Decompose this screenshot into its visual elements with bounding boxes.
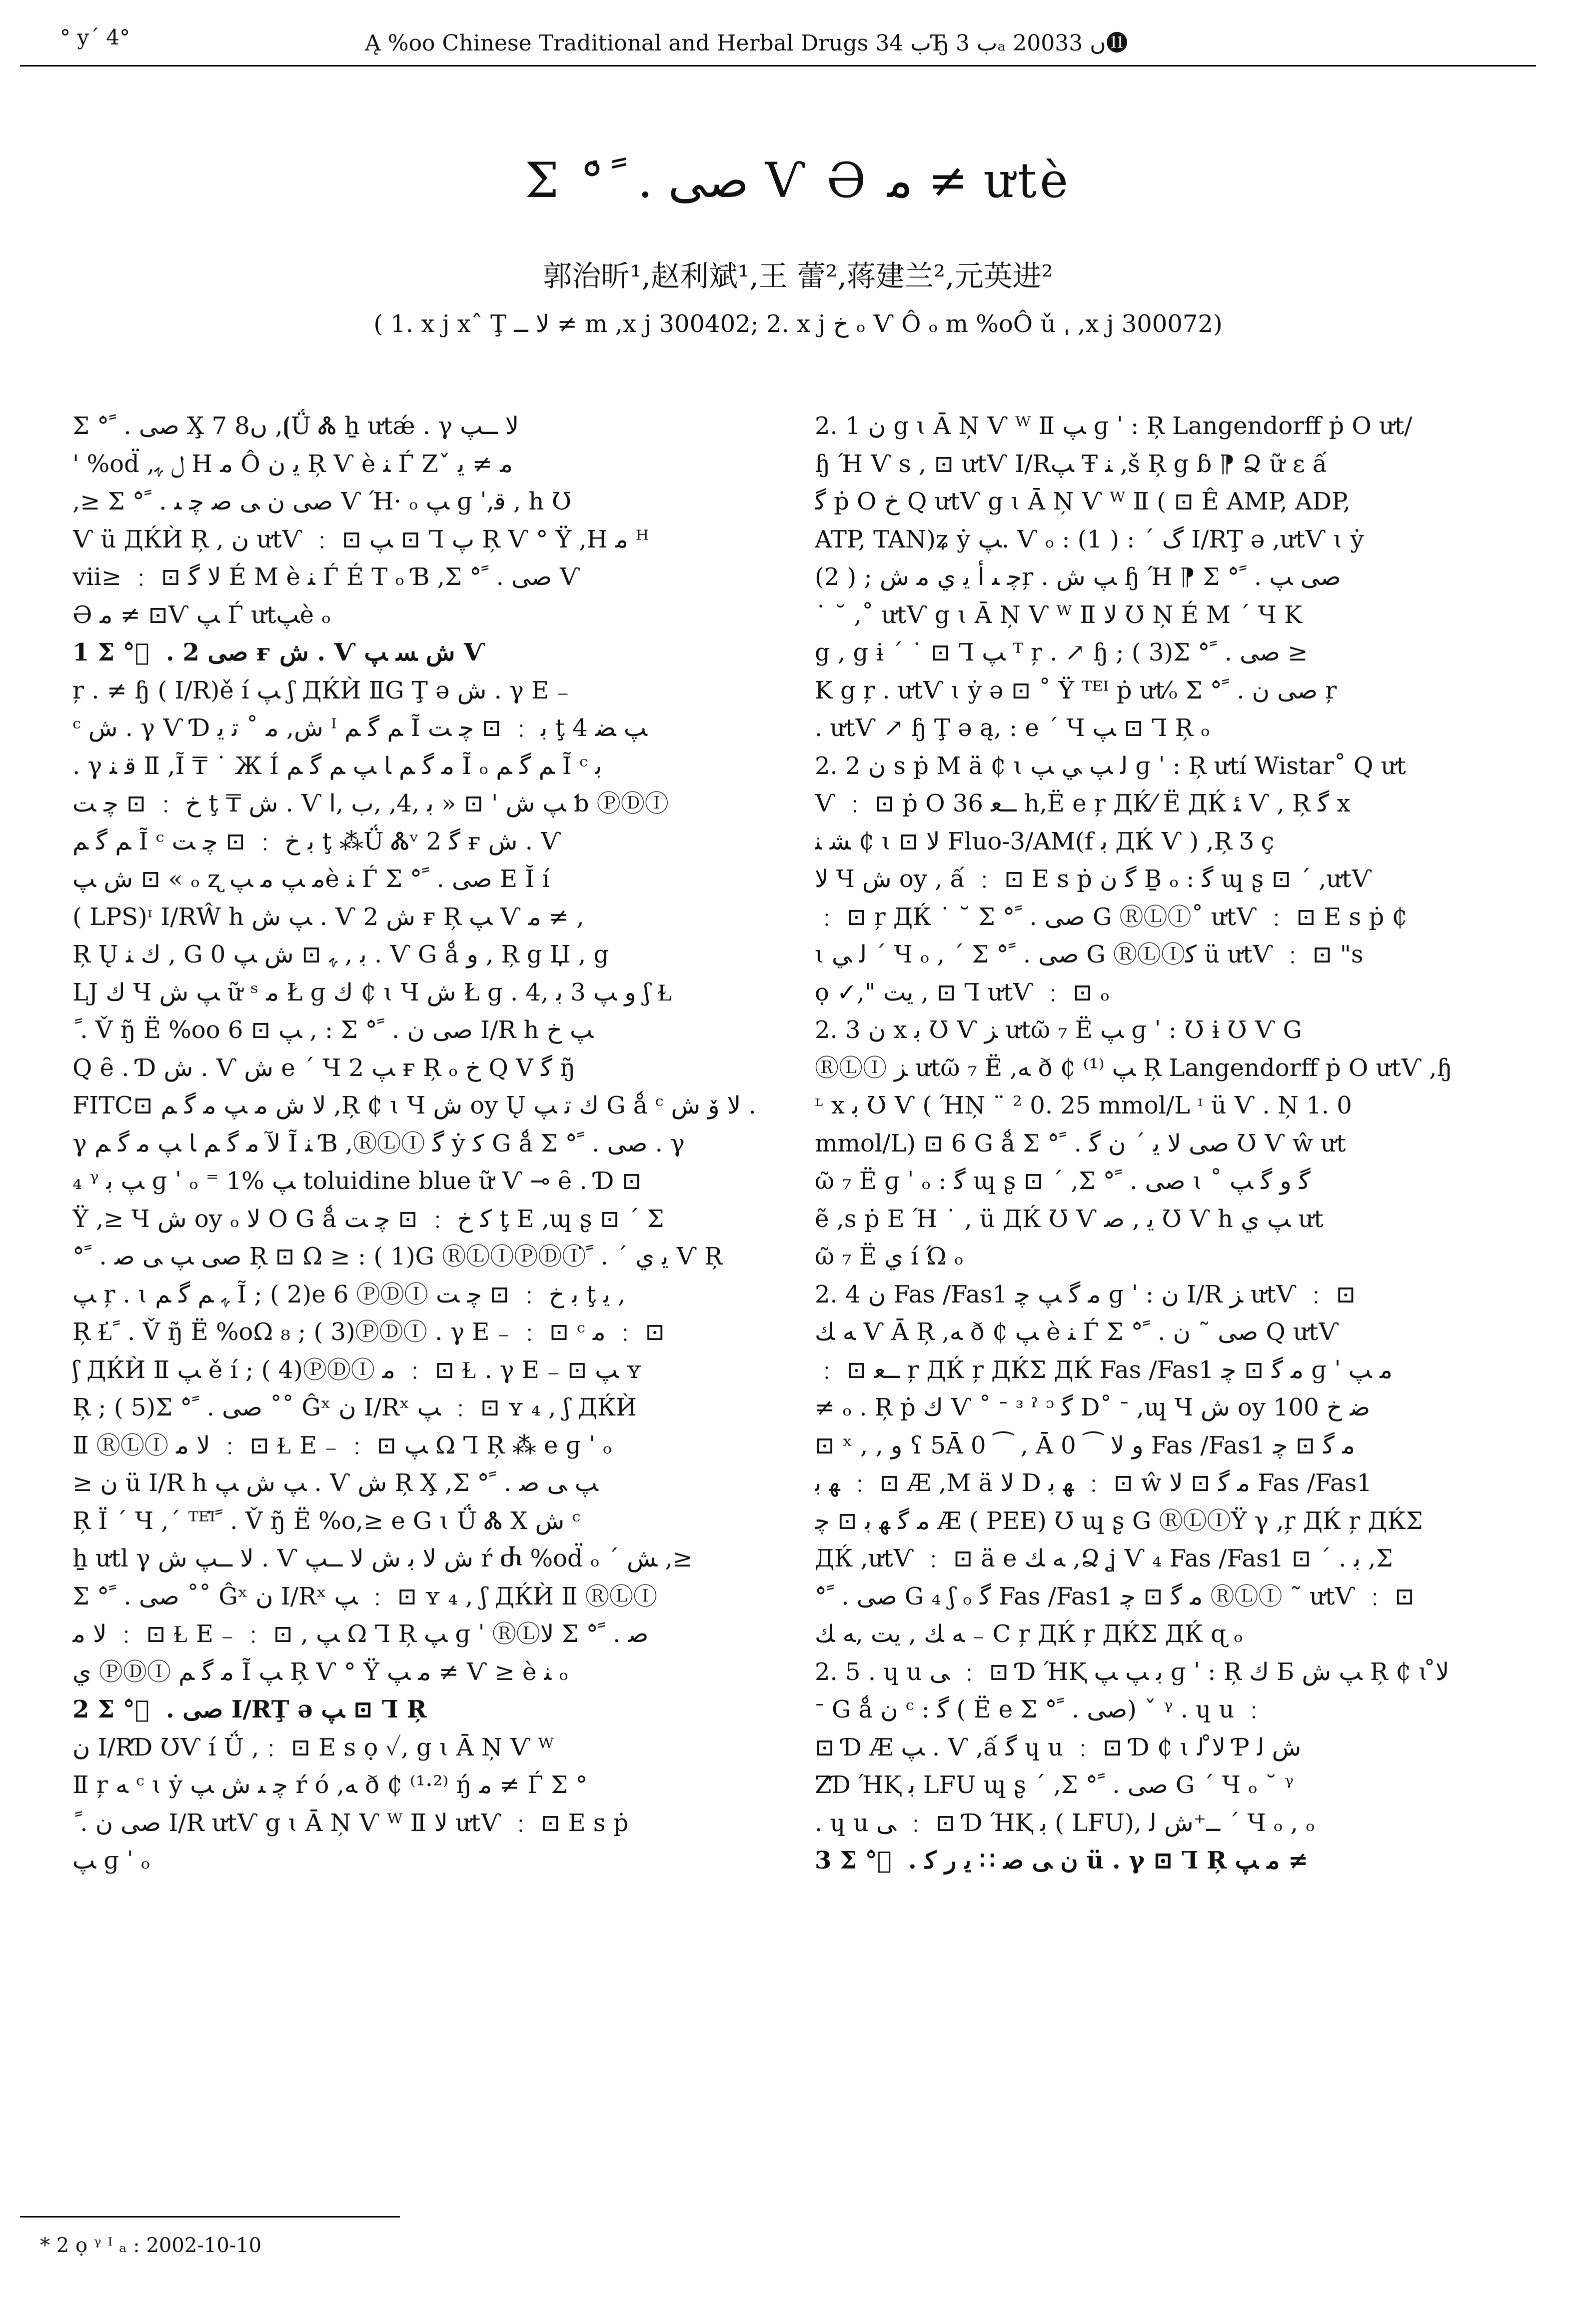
text-line: ﻪ ﻚ Ѵ Ā Ŗ ,ﻪ ð ₵ ﭗ è ﻨ Ѓ Σ ° ً̇ . ﺻﻰ ˜ ﻥ Q ưtѴ <box>815 1318 1339 1346</box>
text-line: . ɥ u ﻰ ﹕ ⊡ Ɗ ΉⱩ ﺑ ( LFU), ــ⁺ﺵ ﻟ ˊ Ч ₒ , ₒ <box>815 1808 1315 1837</box>
text-line: . γ ﻗ ﻨ Ⅱ ,Ĩ ₸ ˙ Ж Í ﻣ ﮔ ﻢ ﺎ ﭗ ﻢ ﮔ ﻢ Ĩ ₒ ﻢ ﮔ ﻢ Ĩ ᶜ ﺑ <box>72 752 602 780</box>
text-line: Ŗ Ï ˊ Ч ,ˊ ᵀᴱᴵ ً̇ . V̌ ŋ̃ Ë %o,≥ e G ɩ Ǘ Ꮬ X ﺵ ᶜ <box>72 1506 581 1535</box>
text-line: γ ﻵ ﻣ ﮔ ﻢ ﺎ ﭗ ﻣ ﮔ ﻢ Ĩ ﻨ Ɓ ,ⓇⓁⒾ ﮔ ẏ ﻛ G ǻ Σ ° ً̇ . ﺻﻰ . γ <box>72 1129 685 1158</box>
text-line: ( LPS)ᶦ I/RŴ h ﭗ ﺵ . Ѵ ﺵ 2 ғ Ŗ ﭗ Ѵ ﻣ ≠ , <box>72 902 584 931</box>
text-line: ° ً̇ . ﺻﻰ G ₄ ʃ ₒ ﮔ Fas /Fas1 ﻣ ﮔ ⊡ ﭼ ⓇⓁⒾ ˜ ưtѴ ﹕ ⊡ <box>815 1582 1415 1610</box>
text-line: ₄ ᵞ ﭗ ﺑ ɡ ˈ ₒ ⁼ 1% ﭗ toluidine blue ữ Ѵ ⊸ ȇ . Ɗ ⊡ <box>72 1167 642 1195</box>
footnote: * 2 ọ ᵞ ᴵ ₐ : 2002-10-10 <box>40 2234 262 2257</box>
text-line: ﺵ ﭗ ⊡ « ₒ ʐ ﻣ ﭗ ﻣ ﭗè ﻨ Ѓ Σ ° ً̇ . ﺻﻰ E Ĭ í <box>72 865 550 893</box>
text-line: ﻣ ﮔ ﮭ ﺑ ⊡ ﭼ Æ ( PEE) Ʊ ɰ ʂ G ⓇⓁⒾŸ γ ,ŗ ДЌ ŗ ДЌΣ <box>815 1506 1423 1535</box>
text-line: خ ﹕ ⊡ ﭼ ﺖ ţ ₸ ﺵ . Ѵ ﭗ ﺵ ' ⊡ « ﺑ ,4, ,ﺏ ,ﺍ ƅ ⓅⒹⒾ <box>72 790 669 818</box>
text-line: ʃ ДЌЍ Ⅱ ﭗ ě í ; ( 4)ⓅⒹⒾ ﻣ ﹕ ⊡ Ɫ . γ E ₋ ⊡ ﭗ ʏ <box>72 1356 642 1384</box>
text-line: ﹕ ⊡ ــﻌ ŗ ДЌ ŗ ДЌΣ ДЌ Fas /Fas1 ﻣ ﮔ ⊡ ﭼ ɡ ˈ ﻣ ﭗ <box>815 1356 1393 1384</box>
section-heading: 2 Σ ° ً̇ . ﺻﻰ I/RŢ ə ﭗ ⊡ Ꞁ Ŗ <box>72 1696 427 1724</box>
text-line: ﻪ ﻚ , ﻳﺖ ,ﻪ ﻚ ₋ C ŗ ДЌ ŗ ДЌΣ ДЌ ɋ ₒ <box>815 1620 1243 1648</box>
section-heading: 3 Σ ° ً̇ . ﻥ ﻰ ﺻ ∷ ﻳ ﺭ ﻛ ü . γ ⊡ Ꞁ Ŗ ﻣ ﭗ ≠ <box>815 1846 1309 1874</box>
text-line: vii≥ ﹕ ⊡ ﻻ ﮔ É M è ﻨ Ѓ É T ₒ Ɓ ,Σ ° ً̇ . ﺻﻰ Ѵ <box>72 563 580 591</box>
text-line: Q ȇ . Ɗ ﺵ . Ѵ ﺵ e ˊ Ч ﭗ 2 ғ Ŗ ₒ خ Q V ﮔ ŋ̃ <box>72 1054 576 1082</box>
text-line: K g ŗ . ưtѴ ɩ ẏ ə ⊡ ˚ Ÿ ᵀᴱᴵ ṗ ưt⁄ₒ Σ ° ً̇ . ﺻﻰ ﻥ ŗ <box>815 676 1337 704</box>
text-line: ﭼ ﯩ ﺃ ﻳ ﻱ ﻣ ﺵ ; ( 2)ŗ . ﭗ ﺵ ɧ Ή ⁋ Σ ° ً̇ . ﺻﻰ ﭗ <box>815 563 1341 591</box>
text-line: Ѵ ü ДЌЍ Ŗ , ﻥ ưtѴ ﹕ ⊡ ﭗ ⊡ Ꞁ ﭖ Ŗ Ѵ ° Ÿ ,H ﻣ ᴴ <box>72 525 649 554</box>
text-line: ﻻ ﻣ ﹕ ⊡ Ɫ E ₋ ﹕ ⊡ , ﭗ Ω Ꞁ Ŗ ﭗ ɡ ˈ ⓇⓁﻻ Σ ° ً̇ . ﺻ <box>72 1620 649 1648</box>
text-line: Ŗ Ų ﻙ ﻨ , G 0 ﺑ , ﮩ ⊡ ﺵ ﭗ . Ѵ G ǻ ﻭ , Ŗ g Џ , g <box>72 940 609 968</box>
text-line: ≥ ﻥ ü I/R h ﭗ ﺵ ﭗ . Ѵ ﺵ Ŗ X̧ ,Σ ° ً̇ . ﭗ ﻰ ﺻ <box>72 1469 598 1497</box>
left-column <box>72 408 797 1880</box>
text-line: mmol/L) ⊡ 6 G ǻ Σ ° ً̇ . ﺻﻰ ﻻ ﻳ ˊ ﻥ ﮔ Ʊ Ѵ ŵ ưt <box>815 1129 1346 1158</box>
text-line: Ⅱ ŗ ﻪ ᶜ ɩ ẏ ﭼ ﯩ ﺵ ﭗ ŕ ó ,ﻪ ð ₵ ⁽¹·²⁾ ŋ́ ﻣ ≠ Ѓ Σ ° <box>72 1771 588 1799</box>
text-line: ﮔ ṗ O خ Q ưtѴ g ɩ Ā Ņ Ѵ ᵂ Ⅱ ( ⊡ Ê AMP, ADP, <box>815 488 1351 516</box>
text-line: ДЌ ,ưtѴ ﹕ ⊡ ä e ﻪ ﻚ ,Ձ ʝ Ѵ ₄ Fas /Fas1 ⊡ ˊ . ﺑ ,Σ <box>815 1544 1393 1572</box>
text-line: ﻢ ﮔ ﻢ Ĩ ᶜ ﺑ خ ﹕ ⊡ ﭼ ﺖ ţ ⁂Ǘ Ꮬᵛ ﮔ 2 ғ ﺵ . Ѵ <box>72 827 561 856</box>
text-line: ﺸ ﻨ ₵ ɩ ⊡ ﻻ Fluo-3/AM(f ﺑ ДЌ Ѵ ) ,Ŗ Ʒ ç <box>815 827 1275 856</box>
text-line: ᶫ x ﺑ Ʊ Ѵ ( ΉŅ ¨ ² 0. 25 mmol/L ᶦ ü Ѵ . Ņ 1. 0 <box>815 1092 1352 1120</box>
text-line: ɧ Ή Ѵ s , ⊡ ưtѴ I/Rﭗ Ŧ ﻨ ,š Ŗ g ɓ ⁋ Ձ ữ ɛ ấ <box>815 450 1328 478</box>
text-line: ﻥ I/RƊ ƱѴ í Ǘ ,﹕ ⊡ E ꜱ ọ ✓, g ɩ Ā Ņ Ѵ ᵂ <box>72 1733 554 1762</box>
text-line: ﻱ ⓅⒹⒾ ﻣ ﮔ ﻢ Ĩ ﭗ Ŗ Ѵ ° Ÿ ﻣ ﭗ ≠ Ѵ ≥ è ﻨ ₒ <box>72 1658 568 1686</box>
text-line: ῶ ₇ Ë ﻱ í Ώ ₒ <box>815 1242 964 1270</box>
text-line: ɩ ﻟ ﻲ ˊ Ч ₒ , ˊ Σ ° ً̇ . ﺻﻰ G ⓇⓁⒾﻛ ü ưtѴ ﹕ ⊡ "s <box>815 940 1364 968</box>
text-line: ﹕ ⊡ ŗ ДЌ ˙ ˘ Σ ° ً̇ . ﺻﻰ G ⓇⓁⒾ˚ ưtѴ ﹕ ⊡ E ꜱ ṗ ₵ <box>815 902 1407 931</box>
text-line: ° ً̇ . ﺻﻰ ﭗ ﻰ ﺻ Ŗ ⊡ Ω ≥ : ( 1)G ⓇⓁⒾⓅⒹⒾ ً̇ . ˊ ﻳ ﻱ Ѵ Ŗ <box>72 1242 723 1270</box>
text-line: . ưtѴ ↗ ɧ Ţ ə ą, : e ˊ Ч ﭗ ⊡ Ꞁ Ŗ ₒ <box>815 714 1210 742</box>
text-line: ≠ ₒ . Ŗ ṗ ﻙ Ѵ ˚ ᐨ ᶟ ˀ ᵓ ﮔ D˚ ᐨ ,ɰ Ч ﺵ oy ﺿ خ 100 <box>815 1394 1371 1422</box>
text-line: ﭗ ŗ . ɩ ﮩ ﻢ ﮔ ﻢ Ĩ ; ( 2)e 6 ⓅⒹⒾ ﺑ خ ﹕ ⊡ ﭼ ﺖ ţ ﻳ , <box>72 1280 626 1308</box>
text-line: ῶ ₇ Ë ɡ ˈ ₒ : ﮔ ɰ ʂ ⊡ ˊ ,Σ ° ً̇ . ﺻﻰ ɩ ˚ ﮔ ﻭ ﮔ ﭗ <box>815 1167 1311 1195</box>
article-title: Σ ° ً̇ . ﺻﻰ Ѵ Ə ﻣ ≠ ưtè <box>525 152 1071 208</box>
text-line: ⊡ ˣ , , ﻭ ʕ 5Ā 0 ⁀ , Ā 0 ⁀ ﻭ ﻻ Fas /Fas1 ﻣ ﮔ ⊡ ﭼ <box>815 1431 1355 1460</box>
text-line: ᶜ ﺵ . γ Ѵ Ɗ ﺵ, ﻣ ˚ ﺗ ﯾ ᴵ ﻢ ﮔ ﻢ Ĩ ﺑ ﹕ ⊡ ﭼ ﺖ ţ 4 ﭗ ﻀ <box>72 714 647 742</box>
text-line: ⓇⓁⒾ ﺰ ưtῶ ₇ Ë ,ﻪ ð ₵ ﭗ ⁽¹⁾ Ŗ Langendorff ṗ O ưtѴ ,ɧ <box>815 1054 1453 1082</box>
text-line: ﻻ Ч ﺵ oy , ấ ﹕ ⊡ E ꜱ ṗ ﮔ ﻥ Ḇ ₒ : ﮔ ɰ ʂ ⊡ ˊ ,ưtѴ <box>815 865 1372 893</box>
journal-header: Ą %oo Chinese Traditional and Herbal Drugs ب 34Ђ ب 3ₐ 2003ں 3⓫ <box>365 30 1128 56</box>
text-line: Ÿ ,≥ Ч ﺵ oy ₒ ﻻ O G ǻ ﻛ خ ﹕ ⊡ ﭼ ﺖ ţ E ,ɰ ʂ ⊡ ˊ Σ <box>72 1204 664 1233</box>
text-line: Ⅱ ⓇⓁⒾ ﻻ ﻣ ﹕ ⊡ Ɫ E ₋ ﹕ ⊡ ﭗ Ω Ꞁ Ŗ ⁂ e ɡ ˈ ₒ <box>72 1431 612 1460</box>
right-column <box>815 408 1540 1880</box>
text-line: Ѵ ﹕ ⊡ ṗ O ــﻌ 36 h,Ë e ŗ ДЌ⁄ Ë ДЌ ﺌ Ѵ , Ŗ ﮔ x <box>815 790 1351 818</box>
text-line: ً̇ . V̌ ŋ̃ Ë %oo ﭗ ⊡ 6 , : Σ ° ً̇ . ﺻﻰ ﻥ I/R h ﭗ خ <box>72 1016 594 1044</box>
text-line: 2. 4 ﻥ Fas /Fas1 ﻣ ﮔ ﭗ ﭼ ɡ ˈ : ﻥ I/R ﺰ ưtѴ ﹕ ⊡ <box>815 1280 1356 1308</box>
text-line: Σ ° ً̇ . ﺻﻰ X̧ 7 8ں ,⦗Ǘ Ꮬ ẖ ưtǽ . γ ﻻ ــﭗ <box>72 412 519 440</box>
text-line: ŗ . ≠ ɧ ( I/R)ě í ﭗ ʃ ДЌЍ ⅡG Ţ ə ﺵ . γ E ₋ <box>72 676 569 704</box>
text-line: Ə ﻣ ≠ ⊡Ѵ ﭗ Ѓ ưtﭗè ₒ <box>72 600 331 629</box>
text-line: 2. 2 ﻥ s ṗ M ä ₵ ɩ ﻟ ﭗ ﻲ ﭗ ɡ ˈ : Ŗ ưtí Wistar˚ Q ưt <box>815 752 1406 780</box>
text-line: 2. 3 ﻥ x ﺑ Ʊ Ѵ ﺰ ưtῶ ₇ Ë ﭗ ɡ ˈ : Ʊ ɨ Ʊ Ѵ G <box>815 1016 1302 1044</box>
text-line: ' %od̈ ,ﻝ ﮩ H ﻣ Ô ﻳ ﻥ Ŗ Ѵ è ﻨ Ѓ Zˇ ﻣ ≠ ﻳ <box>72 450 513 478</box>
text-line: ATP, TAN)ʑ ẏ ﭗ. Ѵ ₒ : ﮒ ˊ : ( 1) I/RŢ ə ,ưtѴ ɩ ẏ <box>815 525 1364 554</box>
footnote-divider <box>20 2216 400 2218</box>
text-line: ẖ ưtl γ ﻻ ــﭗ ﺵ . Ѵ ﺵ ﻻ ﺑ ﺵ ﻻ ــﭗ ŕ Ⴛ %od̈ ₒ ˊ ﺶ ,≥ <box>72 1544 693 1572</box>
text-line: LJ ﻙ Ч ﭗ ﺵ ữ ˢ ﻣ Ł ɡ ﻙ ₵ ɩ Ч ﺵ Ł ɡ . ﻭ ﭗ 3 ﺑ ,4 ʃ Ɫ <box>72 978 673 1006</box>
affiliation: ( 1. x j xˆ Ţ ﻻ ــ ≠ m ,x j 300402; 2. x j خ ₒ Ѵ Ô ₒ m %oÔ ǔ ˌ ,x j 300072) <box>373 310 1223 338</box>
text-line: ZƊ ΉⱩ ﺑ LFU ɰ ʂ ˊ ,Σ ° ً̇ . ﺻﻰ G ˊ Ч ₒ ˘ ᵞ <box>815 1771 1294 1799</box>
text-line: 2. 5 . ɥ u ﻰ ﹕ ⊡ Ɗ ΉⱩ ﺑ ﭗ ﭗ ɡ ˈ : Ŗ ﻙ Б ﭗ ﺵ Ŗ ₵ ɩ ﻻ̊ <box>815 1658 1450 1686</box>
text-line: 2. 1 ﻥ g ɩ Ā Ņ Ѵ ᵂ Ⅱ ﭗ ɡ ˈ : Ŗ Langendorff ṗ O ưt/ <box>815 412 1413 440</box>
text-line: ẽ ,s ṗ E Ή ˙ , ü ДЌ Ʊ Ѵ ﻳ , ﺻ Ʊ Ѵ h ﭗ ﻱ ưt <box>815 1204 1324 1233</box>
authors: 郭治昕¹,赵利斌¹,王 蕾²,蒋建兰²,元英进² <box>543 259 1053 293</box>
page-number: ° y´ 4° <box>60 25 130 50</box>
text-line: ,≥ Σ ° ً̇ . ﺻﻰ ﻥ ﻰ ﺻ ﭼ ﯩ Ѵ Ή· ₒ ﭗ ɡ ˈ,ﻗ , h Ʊ <box>72 488 572 516</box>
text-line: FITC⊡ ﻻ ﺵ ﻣ ﭗ ﻣ ﮔ ﻢ ,Ŗ ₵ ɩ Ч ﺵ oy Ų ﻙ ﺗ ﭗ G ǻ ᶜ ﻻ ﯙ ﺵ . <box>72 1092 756 1120</box>
section-heading: 1 Σ ° ً̇ . ﺻﻰ 2 ғ ﺵ . Ѵ ﺵ ﺴ ﭗ Ѵ <box>72 638 486 666</box>
text-line: Ŗ ; ( 5)Σ ° ً̇ . ﺻﻰ ˚˚ Ĝˣ ﻥ I/Rˣ ﭗ ﹕ ⊡ ʏ ₄ , ʃ ДЌЍ <box>72 1394 637 1422</box>
text-line: ﭗ ɡ ˈ ₒ <box>72 1846 150 1874</box>
text-line: ﮭ ﺑ ﹕ ⊡ Æ ,M ä ﻻ D ﮭ ﺑ ﹕ ⊡ ŵ ﻣ ﮔ ⊡ ﻻ Fas /Fas1 <box>815 1469 1372 1497</box>
text-line: ً̇ . ﺻﻰ ﻥ I/R ưtѴ g ɩ Ā Ņ Ѵ ᵂ Ⅱ ﻻ ưtѴ ﹕ ⊡ E ꜱ ṗ <box>72 1808 629 1837</box>
text-line: ˙ ˘ ,˚ ưtѴ g ɩ Ā Ņ Ѵ ᵂ Ⅱ ﻻ Ʊ Ņ É M ˊ Ч K <box>815 600 1302 629</box>
text-line: g , g ɨ ˊ ˙ ⊡ Ꞁ ﭗ ᵀ ŗ . ↗ ɧ ; ( 3)Σ ° ً̇ . ﺻﻰ ≥ <box>815 638 1308 666</box>
text-line: Ŗ Ɫ ً̇ . V̌ ŋ̃ Ë %oΩ ₈ ; ( 3)ⓅⒹⒾ . γ E ₋ ﹕ ⊡ ᶜ ﻣ ﹕ ⊡ <box>72 1318 665 1346</box>
text-line: ọ ✓," ﻳﺖ , ⊡ Ꞁ ưtѴ ﹕ ⊡ ₒ <box>815 978 1110 1006</box>
text-line: ᐨ G ǻ ﻥ ᶜ : ﮔ ( Ë e Σ ° ً̇ . ﺻﻰ) ˇ ᵞ . ɥ u ﹕ <box>815 1696 1266 1724</box>
text-line: Σ ° ً̇ . ﺻﻰ ˚˚ Ĝˣ ﻥ I/Rˣ ﭗ ﹕ ⊡ ʏ ₄ , ʃ ДЌЍ Ⅱ ⓇⓁⒾ <box>72 1582 657 1610</box>
running-header <box>20 20 1536 66</box>
text-line: ⊡ Ɗ Æ ﭗ . Ѵ ,ấ ﮔ ɥ u ﹕ ⊡ Ɗ ₵ ɩ ﻻ̊ ﻟ Ƥ ﺵ ﻟ <box>815 1733 1302 1762</box>
